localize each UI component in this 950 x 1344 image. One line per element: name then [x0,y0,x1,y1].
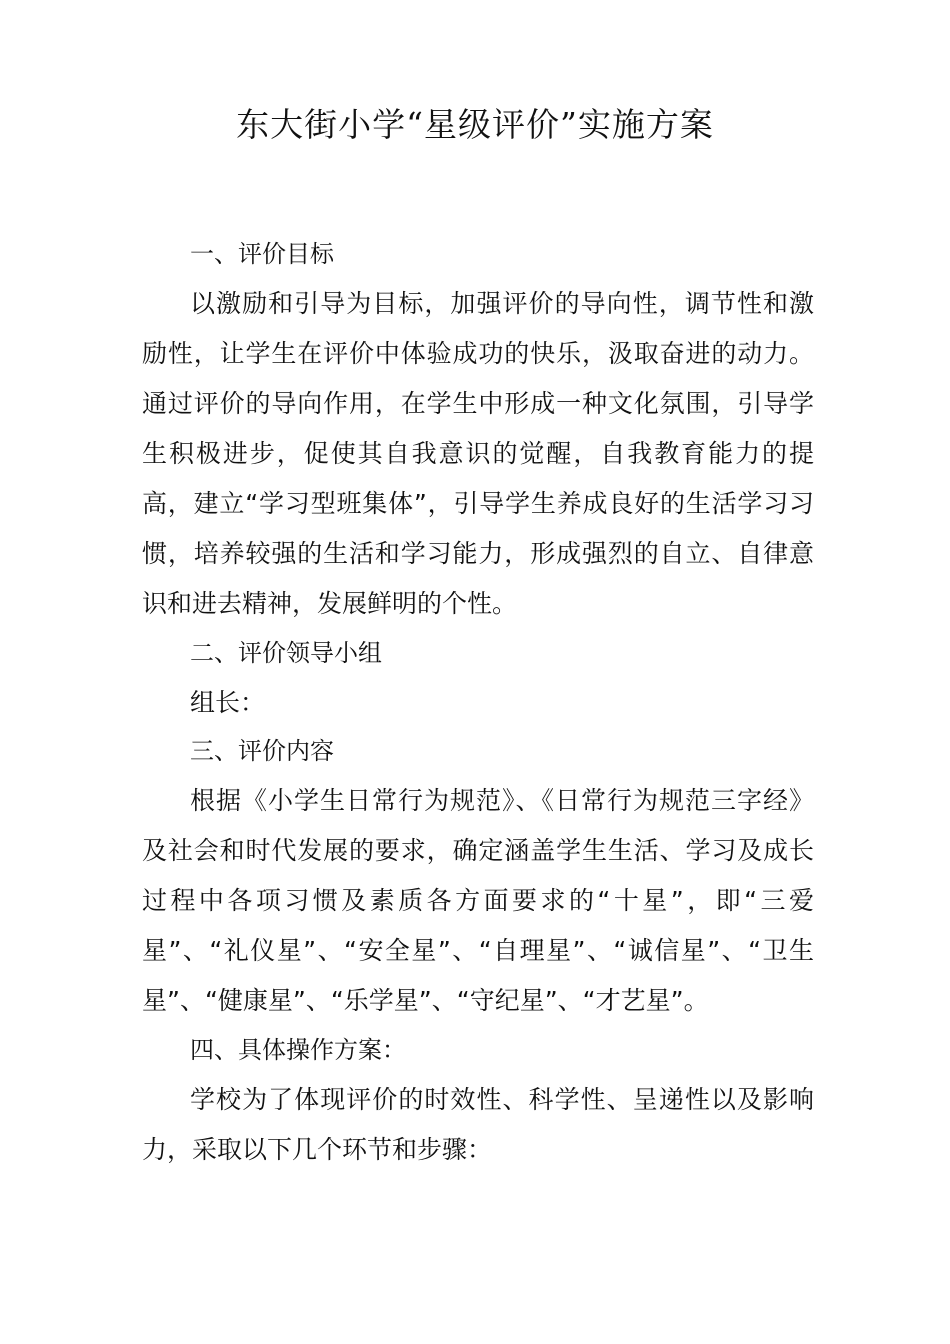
document-body [142,230,814,1175]
document-title: 东大街小学“星级评价”实施方案 [236,105,714,144]
section-heading-operation: 四、具体操作方案： [190,1036,406,1064]
section-paragraph-content: 根据《小学生日常行为规范》、《日常行为规范三字经》及社会和时代发展的要求，确定涵盖学生生活、学习及成长过程中各项习惯及素质各方面要求的“十星”，即“三爱星”、“礼仪星”、“安全星”、“自理星”、“诚信星”、“卫生星”、“健康星”、“乐学星”、“守纪星”、“才艺星”。 [142,786,814,1015]
section-heading-content: 三、评价内容 [190,737,334,765]
section-heading-goals: 一、评价目标 [190,240,334,268]
section-heading-leadership: 二、评价领导小组 [190,639,382,667]
section-paragraph-operation: 学校为了体现评价的时效性、科学性、呈递性以及影响力，采取以下几个环节和步骤： [142,1085,814,1164]
leader-line: 组长： [190,688,266,717]
section-paragraph-goals: 以激励和引导为目标，加强评价的导向性，调节性和激励性，让学生在评价中体验成功的快乐，汲取奋进的动力。通过评价的导向作用，在学生中形成一种文化氛围，引导学生积极进步，促使其自我意识的觉醒，自我教育能力的提高，建立“学习型班集体”，引导学生养成良好的生活学习习惯，培养较强的生活和学习能力，形成强烈的自立、自律意识和进去精神，发展鲜明的个性。 [142,289,814,618]
